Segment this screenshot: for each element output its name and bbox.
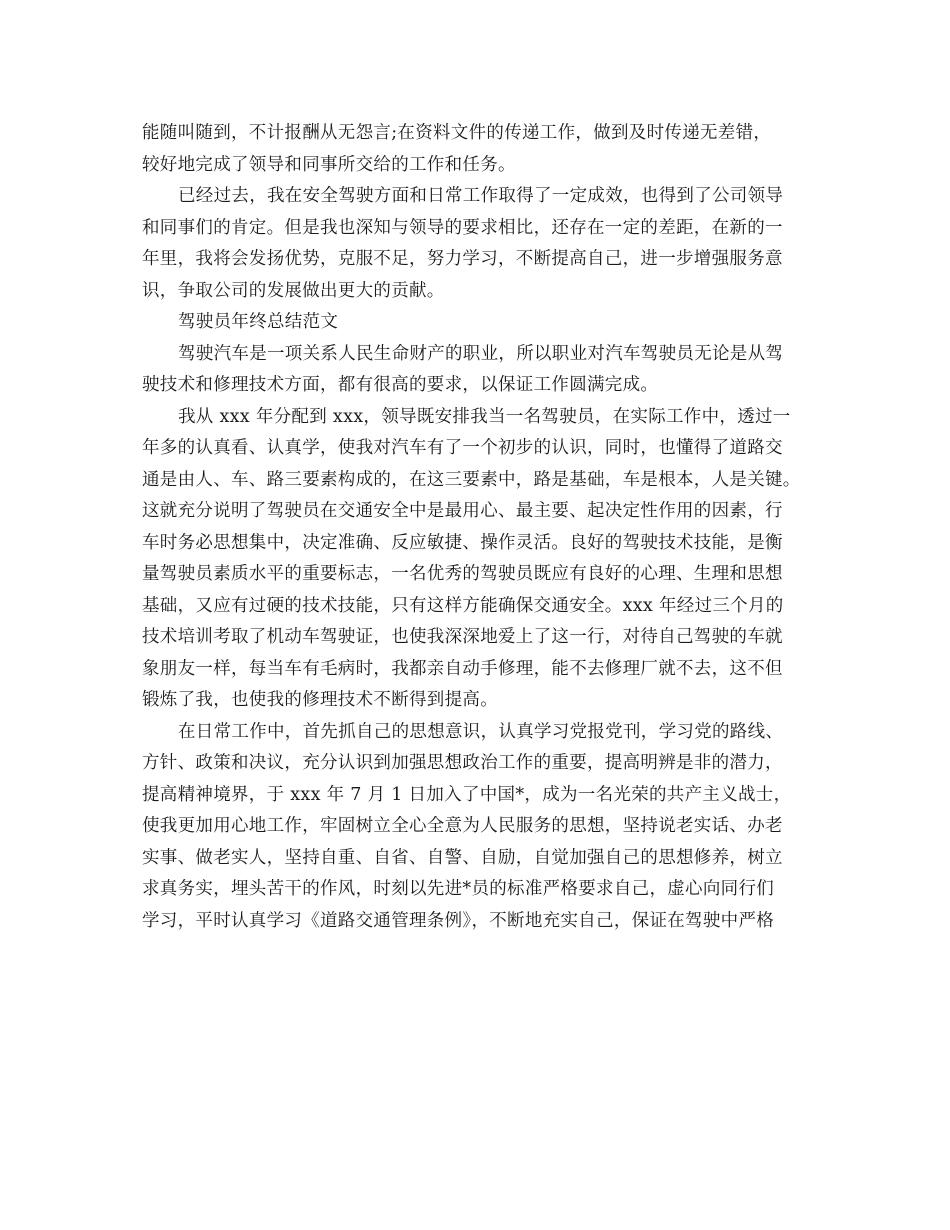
text-line: 驾驶汽车是一项关系人民生命财产的职业，所以职业对汽车驾驶员无论是从驾 xyxy=(178,343,784,364)
text-line: 锻炼了我，也使我的修理技术不断得到提高。 xyxy=(142,690,498,710)
text-line: 使我更加用心地工作，牢固树立全心全意为人民服务的思想，坚持说老实话、办老 xyxy=(142,816,783,836)
text-line: 能随叫随到，不计报酬从无怨言;在资料文件的传递工作，做到及时传递无差错， xyxy=(142,123,772,143)
text-line: 年里，我将会发扬优势，克服不足，努力学习，不断提高自己，进一步增强服务意 xyxy=(142,249,783,269)
text-line: 基础，又应有过硬的技术技能，只有这样方能确保交通安全。xxx 年经过三个月的 xyxy=(142,595,784,616)
text-line: 已经过去，我在安全驾驶方面和日常工作取得了一定成效，也得到了公司领导 xyxy=(178,186,784,206)
text-line: 车时务必思想集中，决定准确、反应敏捷、操作灵活。良好的驾驶技术技能，是衡 xyxy=(142,532,783,553)
text-line: 量驾驶员素质水平的重要标志，一名优秀的驾驶员既应有良好的心理、生理和思想 xyxy=(142,564,783,584)
text-line: 方针、政策和决议，充分认识到加强思想政治工作的重要，提高明辨是非的潜力， xyxy=(142,753,783,773)
text-line: 驾驶员年终总结范文 xyxy=(178,312,339,332)
text-line: 识，争取公司的发展做出更大的贡献。 xyxy=(142,280,445,301)
text-line: 学习，平时认真学习《道路交通管理条例》，不断地充实自己，保证在驾驶中严格 xyxy=(142,910,775,931)
text-line: 通是由人、车、路三要素构成的，在这三要素中，路是基础，车是根本，人是关键。 xyxy=(142,469,801,490)
text-line: 我从 xxx 年分配到 xxx，领导既安排我当一名驾驶员，在实际工作中，透过一 xyxy=(178,406,791,427)
text-line: 年多的认真看、认真学，使我对汽车有了一个初步的认识，同时，也懂得了道路交 xyxy=(142,438,783,458)
text-line: 求真务实，埋头苦干的作风，时刻以先进*员的标准严格要求自己，虚心向同行们 xyxy=(142,879,775,899)
text-line: 和同事们的肯定。但是我也深知与领导的要求相比，还存在一定的差距，在新的一 xyxy=(142,217,783,238)
text-line: 驶技术和修理技术方面，都有很高的要求，以保证工作圆满完成。 xyxy=(142,375,659,395)
text-line: 较好地完成了领导和同事所交给的工作和任务。 xyxy=(142,154,516,175)
text-line: 这就充分说明了驾驶员在交通安全中是最用心、最主要、起决定性作用的因素，行 xyxy=(142,501,783,521)
text-line: 提高精神境界，于 xxx 年 7 月 1 日加入了中国*，成为一名光荣的共产主义战士， xyxy=(142,784,792,805)
text-line: 在日常工作中，首先抓自己的思想意识，认真学习党报党刊，学习党的路线、 xyxy=(178,721,784,742)
text-line: 技术培训考取了机动车驾驶证，也使我深深地爱上了这一行，对待自己驾驶的车就 xyxy=(142,627,783,647)
text-line: 象朋友一样，每当车有毛病时，我都亲自动手修理，能不去修理厂就不去，这不但 xyxy=(142,658,783,679)
document-body xyxy=(142,118,812,937)
text-line: 实事、做老实人，坚持自重、自省、自警、自励，自觉加强自己的思想修养，树立 xyxy=(142,847,783,868)
